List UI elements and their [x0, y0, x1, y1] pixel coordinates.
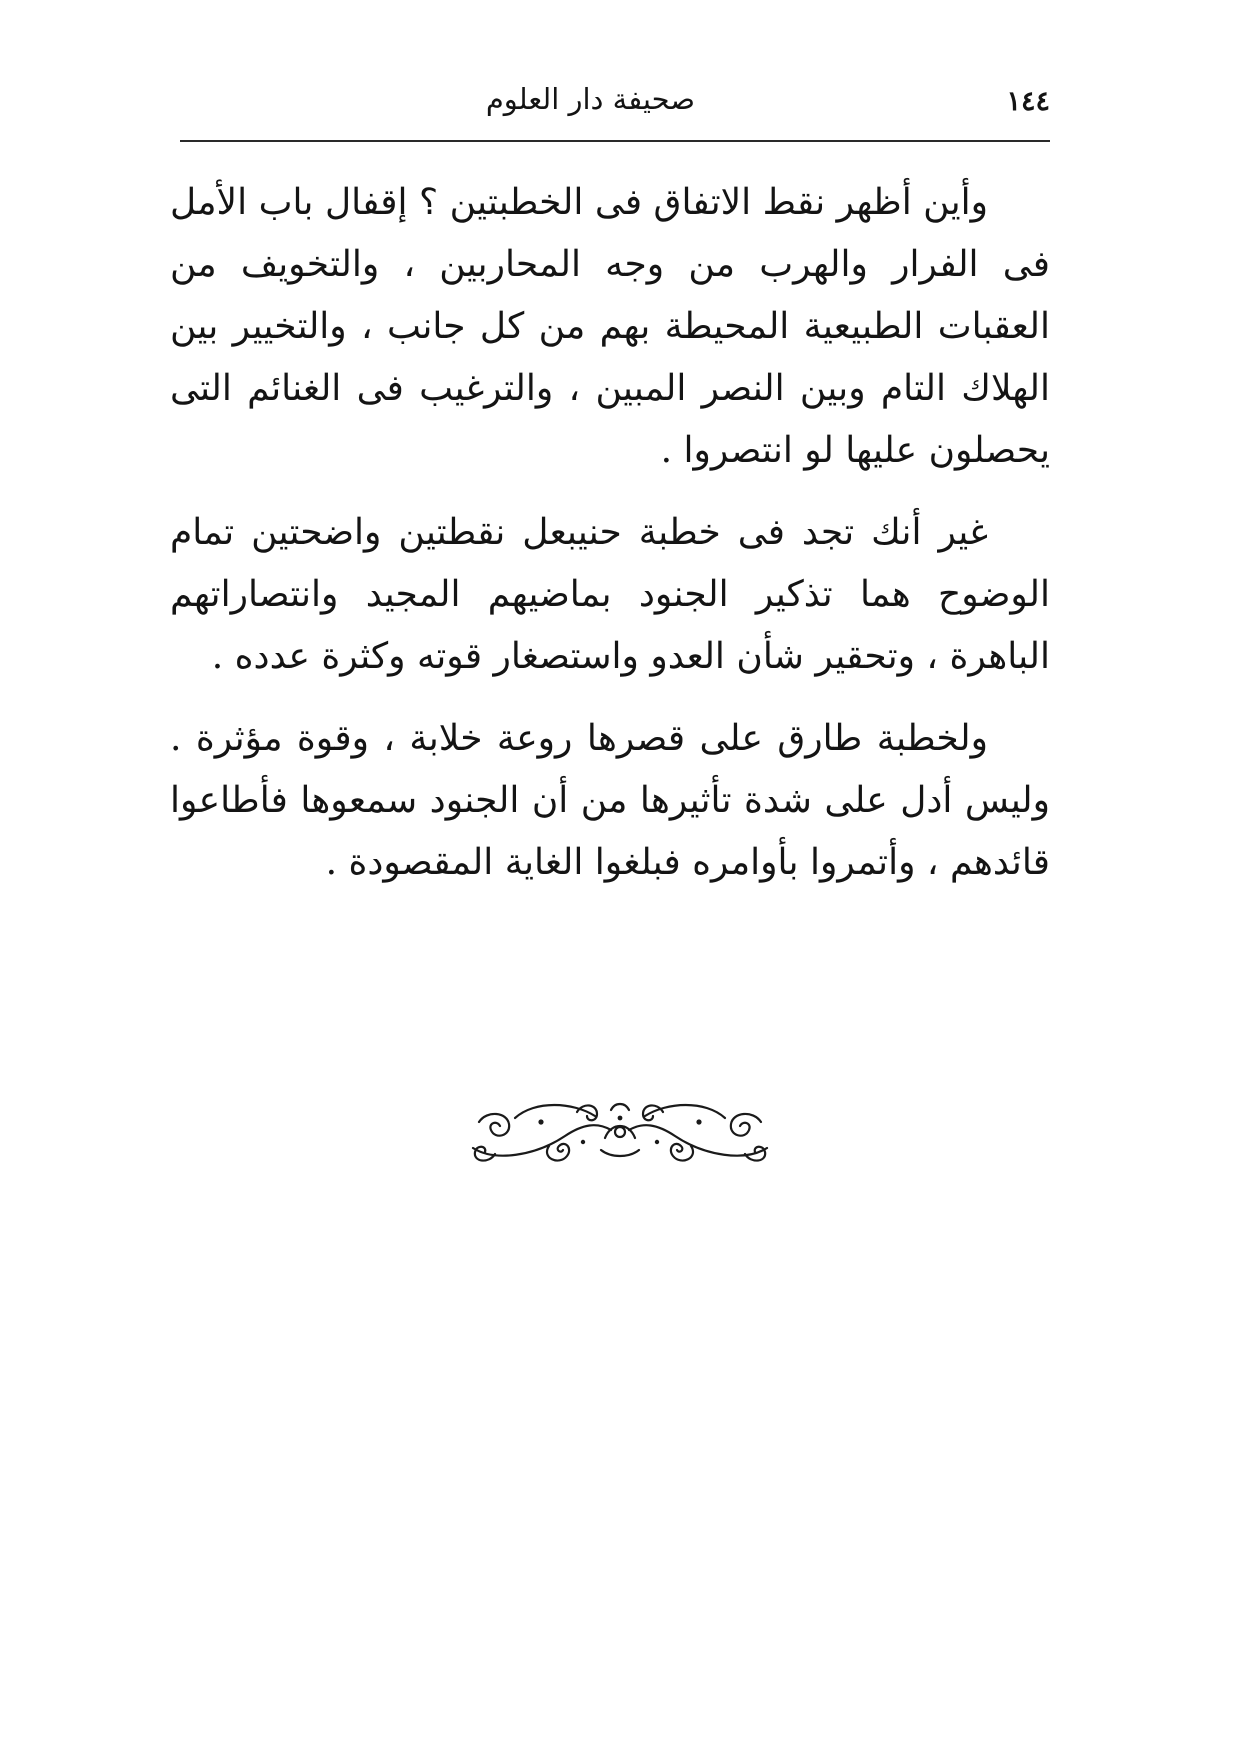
- paragraph-1: وأين أظهر نقط الاتفاق فى الخطبتين ؟ إقفال باب الأمل فى الفرار والهرب من وجه المحاربين ، والتخويف من العقبات الطبيعية المحيطة بهم من كل جانب ، والتخيير بين الهلاك التام وبين النصر المبين ، والترغيب فى الغنائم التى يحصلون عليها لو انتصروا .: [170, 182, 1050, 471]
- body-text: [170, 172, 1050, 894]
- header-rule: [180, 140, 1050, 142]
- paragraph-2: غير أنك تجد فى خطبة حنيبعل نقطتين واضحتين تمام الوضوح هما تذكير الجنود بماضيهم المجيد وانتصاراتهم الباهرة ، وتحقير شأن العدو واستصغار قوته وكثرة عدده .: [170, 512, 1050, 677]
- running-title: صحيفة دار العلوم: [485, 82, 695, 116]
- paragraph-3: ولخطبة طارق على قصرها روعة خلابة ، وقوة مؤثرة . وليس أدل على شدة تأثيرها من أن الجنود سمعوها فأطاعوا قائدهم ، وأتمروا بأوامره فبلغوا الغاية المقصودة .: [170, 718, 1050, 883]
- page-number: ١٤٤: [1006, 86, 1050, 117]
- page-header: [180, 78, 1050, 128]
- floral-scroll-ornament-icon: [465, 1092, 775, 1172]
- ornament-svg: [465, 1092, 775, 1172]
